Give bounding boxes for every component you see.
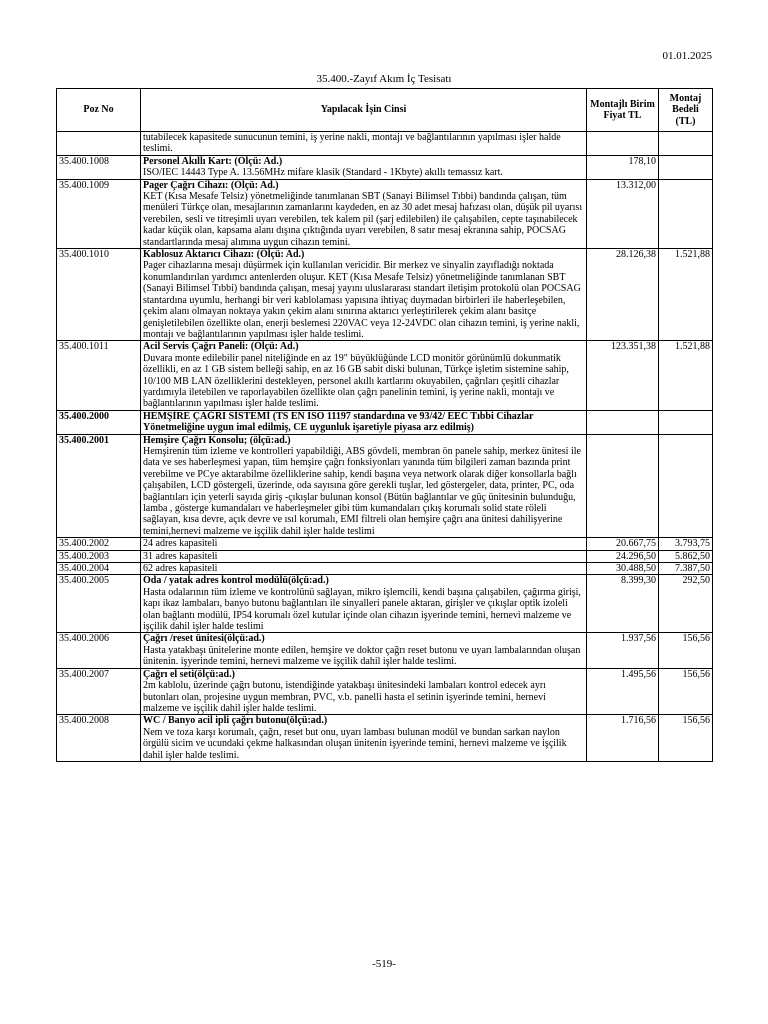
- item-label: 24 adres kapasiteli: [141, 538, 587, 550]
- table-row-title: [57, 179, 713, 191]
- unit-price: 1.495,56: [587, 668, 659, 680]
- section-row: [57, 410, 713, 434]
- item-title: Pager Çağrı Cihazı: (Ölçü: Ad.): [141, 179, 587, 191]
- item-description: KET (Kısa Mesafe Telsiz) yönetmeliğinde tanımlanan SBT (Sanayi Bilimsel Tıbbi) bandında çalışan, tüm menüleri Türkçe olan, mesajlarının zamanlarını kaydeden, en az 30 adet mesaj hafızası olan, düşük pil uyarısı verebilen, sesli ve titreşimli uyarı verebilen, tek kalem pil (şarj edilebilen) ile çalışabilen, cepte taşınabilecek kadar küçük olan, kapsama alanı dışına çıktığında uyarı verebilen, 8 satır mesaj ekranına sahip, POCSAG standartlarında mesaj alımına uygun cihazın temini.: [141, 191, 587, 249]
- page-number: -519-: [372, 958, 396, 970]
- item-code: 35.400.2006: [57, 633, 141, 645]
- item-label: 62 adres kapasiteli: [141, 563, 587, 575]
- column-header-install-price: Montaj Bedeli (TL): [659, 89, 713, 132]
- unit-price: 13.312,00: [587, 179, 659, 191]
- item-code: 35.400.2001: [57, 434, 141, 446]
- install-price: 7.387,50: [659, 563, 713, 575]
- item-title: Acil Servis Çağrı Paneli: (Ölçü: Ad.): [141, 341, 587, 353]
- item-description: Pager cihazlarına mesajı düşürmek için kullanılan vericidir. Bir merkez ve sinyalin zayıfladığı noktada konumlandırılan yardımcı antenlerden oluşur. KET (Kısa Mesafe Telsiz) yönetmeliğinde tanımlanan SBT (Sanayi Bilimsel Tıbbi) bandında çalışan, mesaj yayını uluslararası standart iletişim protokolü olan POCSAG stantardına uyumlu, herhangi bir veri kablolaması yapısına ihtiyaç duymadan birbirleri ile haberleşebilen, çekim alanı olmayan noktaya yakın çekim alanı sınırına aktarıcı yerleştirilerek çekim alanı basitçe genişletilebilen özellikte olan, enerji beslemesi 220VAC veya 12-24VDC olan cihazın temini, iş yerine nakli, montajı ve bağlantılarının yapılması işler halde teslimi.: [141, 260, 587, 340]
- unit-price: 30.488,50: [587, 563, 659, 575]
- section-code: 35.400.2000: [57, 410, 141, 434]
- table-row-text: [57, 727, 713, 762]
- item-code: 35.400.2005: [57, 575, 141, 587]
- table-row-text: [57, 353, 713, 411]
- column-header-description: Yapılacak İşin Cinsi: [141, 89, 587, 132]
- table-header-row: [57, 89, 713, 132]
- table-row-title: [57, 155, 713, 167]
- item-code: 35.400.2008: [57, 715, 141, 727]
- install-price: 156,56: [659, 715, 713, 727]
- table-row-title: [57, 633, 713, 645]
- table-row-text: [57, 587, 713, 633]
- item-description: Nem ve toza karşı korumalı, çağrı, reset but onu, uyarı lambası bulunan modül ve bundan sarkan naylon örgülü sicim ve ucundaki çekme halkasından oluşan ünitenin işyerinde temini, hernevi malzeme ve işçilik dahil işler halde teslimi.: [141, 727, 587, 762]
- continuation-text: tutabilecek kapasitede sunucunun temini, iş yerine nakli, montajı ve bağlantılarının yapılması işler halde teslimi.: [141, 132, 587, 156]
- unit-price: 1.937,56: [587, 633, 659, 645]
- item-code: 35.400.2002: [57, 538, 141, 550]
- item-code: 35.400.1011: [57, 341, 141, 353]
- unit-price: 8.399,30: [587, 575, 659, 587]
- unit-price: 1.716,56: [587, 715, 659, 727]
- item-title: Personel Akıllı Kart: (Ölçü: Ad.): [141, 155, 587, 167]
- column-header-unit-price: Montajlı Birim Fiyat TL: [587, 89, 659, 132]
- item-code: 35.400.1009: [57, 179, 141, 191]
- item-title: Çağrı /reset ünitesi(ölçü:ad.): [141, 633, 587, 645]
- item-description: Duvara monte edilebilir panel niteliğinde en az 19" büyüklüğünde LCD monitör görünümlü dokunmatik özellikli, en az 1 GB sistem belleği sahip, en az 16 GB sabit diski bulunan, Türkçe işletim sistemine sahip, 10/100 MB LAN özelliklerini destekleyen, personel akıllı kartlarını okuyabilen, çağrıları çeşitli cihazlar yardımıyla iletebilen ve raporlayabilen özellikte olan çağrı panelinin temini, iş yerine nakli, montajı ve bağlantılarının yapılması işler halde teslimi.: [141, 353, 587, 411]
- item-code: 35.400.2003: [57, 550, 141, 562]
- install-price: 3.793,75: [659, 538, 713, 550]
- document-title: 35.400.-Zayıf Akım İç Tesisatı: [316, 73, 452, 85]
- document-date: 01.01.2025: [662, 50, 712, 62]
- unit-price: 28.126,38: [587, 249, 659, 261]
- install-price-cell: [659, 132, 713, 156]
- item-code: 35.400.2004: [57, 563, 141, 575]
- table-row-text: [57, 167, 713, 179]
- install-price: 156,56: [659, 633, 713, 645]
- price-table: [56, 88, 713, 762]
- install-price: 5.862,50: [659, 550, 713, 562]
- item-label: 31 adres kapasiteli: [141, 550, 587, 562]
- item-description: Hasta yatakbaşı ünitelerine monte edilen, hemşire ve doktor çağrı reset butonu ve uyarı lambalarından oluşan ünitenin. işyerinde temini, hernevi malzeme ve işçilik dahil işler halde teslimi.: [141, 645, 587, 668]
- install-price: [659, 155, 713, 167]
- table-row-text: [57, 260, 713, 340]
- item-title: Oda / yatak adres kontrol modülü(ölçü:ad.): [141, 575, 587, 587]
- table-row-title: [57, 668, 713, 680]
- item-title: WC / Banyo acil ipli çağrı butonu(ölçü:ad.): [141, 715, 587, 727]
- item-code: 35.400.2007: [57, 668, 141, 680]
- table-row: [57, 132, 713, 156]
- install-price: 1.521,88: [659, 341, 713, 353]
- table-row-title: [57, 715, 713, 727]
- item-code: 35.400.1010: [57, 249, 141, 261]
- table-row: [57, 550, 713, 562]
- item-description: ISO/IEC 14443 Type A. 13.56MHz mifare klasik (Standard - 1Kbyte) akıllı temassız kart.: [141, 167, 587, 179]
- column-header-code: Poz No: [57, 89, 141, 132]
- item-description: Hasta odalarının tüm izleme ve kontrolünü sağlayan, mikro işlemcili, kendi başına çalışabilen, çağırma girişi, kapı ikaz lambaları, banyo butonu bağlantıları ile sinyalleri panele aktaran, girişler ve çıkışlar optik izoleli olan bağlantı modülü, IP54 korumalı özel kutular içinde olan cihazın işyerinde temini, hernevi malzeme ve işçilik dahil işler halde teslimi: [141, 587, 587, 633]
- table-row-title: [57, 341, 713, 353]
- code-cell: [57, 132, 141, 156]
- item-description: 2m kablolu, üzerinde çağrı butonu, istendiğinde yatakbaşı ünitesindeki lambaları kontrol edecek ayrı butonları olan, projesine uygun membran, PVC, v.b. panelli hasta el setinin işyerinde temini, hernevi malzeme ve işçilik dahil işler halde teslimi.: [141, 680, 587, 715]
- item-title: Kablosuz Aktarıcı Cihazı: (Ölçü: Ad.): [141, 249, 587, 261]
- install-price: 292,50: [659, 575, 713, 587]
- table-row-text: [57, 645, 713, 668]
- unit-price: 178,10: [587, 155, 659, 167]
- section-title: HEMŞİRE ÇAĞRI SİSTEMİ (TS EN ISO 11197 standardına ve 93/42/ EEC Tıbbi Cihazlar Yönetmeliğine uygun imal edilmiş, CE uygunluk işaretiyle piyasa arz edilmiş): [141, 410, 587, 434]
- table-row-title: [57, 575, 713, 587]
- table-row-title: [57, 434, 713, 446]
- table-row-text: [57, 680, 713, 715]
- item-code: 35.400.1008: [57, 155, 141, 167]
- table-row: [57, 538, 713, 550]
- table-row-text: [57, 191, 713, 249]
- unit-price: 123.351,38: [587, 341, 659, 353]
- install-price: 156,56: [659, 668, 713, 680]
- item-title: Hemşire Çağrı Konsolu; (ölçü:ad.): [141, 434, 587, 446]
- table-row: [57, 563, 713, 575]
- unit-price: 24.296,50: [587, 550, 659, 562]
- item-description: Hemşirenin tüm izleme ve kontrolleri yapabildiği, ABS gövdeli, membran ön panele sahip, merkez ünitesi ile data ve ses haberleşmesi yapan, tüm hemşire çağrı fonksiyonları yanında tüm bilgileri zaman bazında print verebilme ve PCye aktarabilme özelliklerine sahip, kendi başına veya network olarak diğer konsollarla bağlı çalışabilen, LCD göstergeli, üzerinde, oda sayısına göre gerekli tuşlar, led göstergeler, data, printer, PC, oda bağlantıları için yeterli sayıda giriş -çıkışlar bulunan konsol (Bütün bağlantılar ve güç ünitesinin bulunduğu, lamba , gösterge kumandaları ve haberleşmeler gibi tüm kumandaları çıkış korumalı solid state röleli sağlayan, kısa devre, açık devre ve ısıl korumalı, EMI filtreli olan hemşire çağrı ana ünitesi dahilişyerine temini,hernevi malzeme ve işçilik dahil işler halde teslimi: [141, 446, 587, 538]
- table-row-text: [57, 446, 713, 538]
- unit-price-cell: [587, 132, 659, 156]
- item-title: Çağrı el seti(ölçü:ad.): [141, 668, 587, 680]
- install-price: [659, 179, 713, 191]
- unit-price: 20.667,75: [587, 538, 659, 550]
- install-price: 1.521,88: [659, 249, 713, 261]
- table-row-title: [57, 249, 713, 261]
